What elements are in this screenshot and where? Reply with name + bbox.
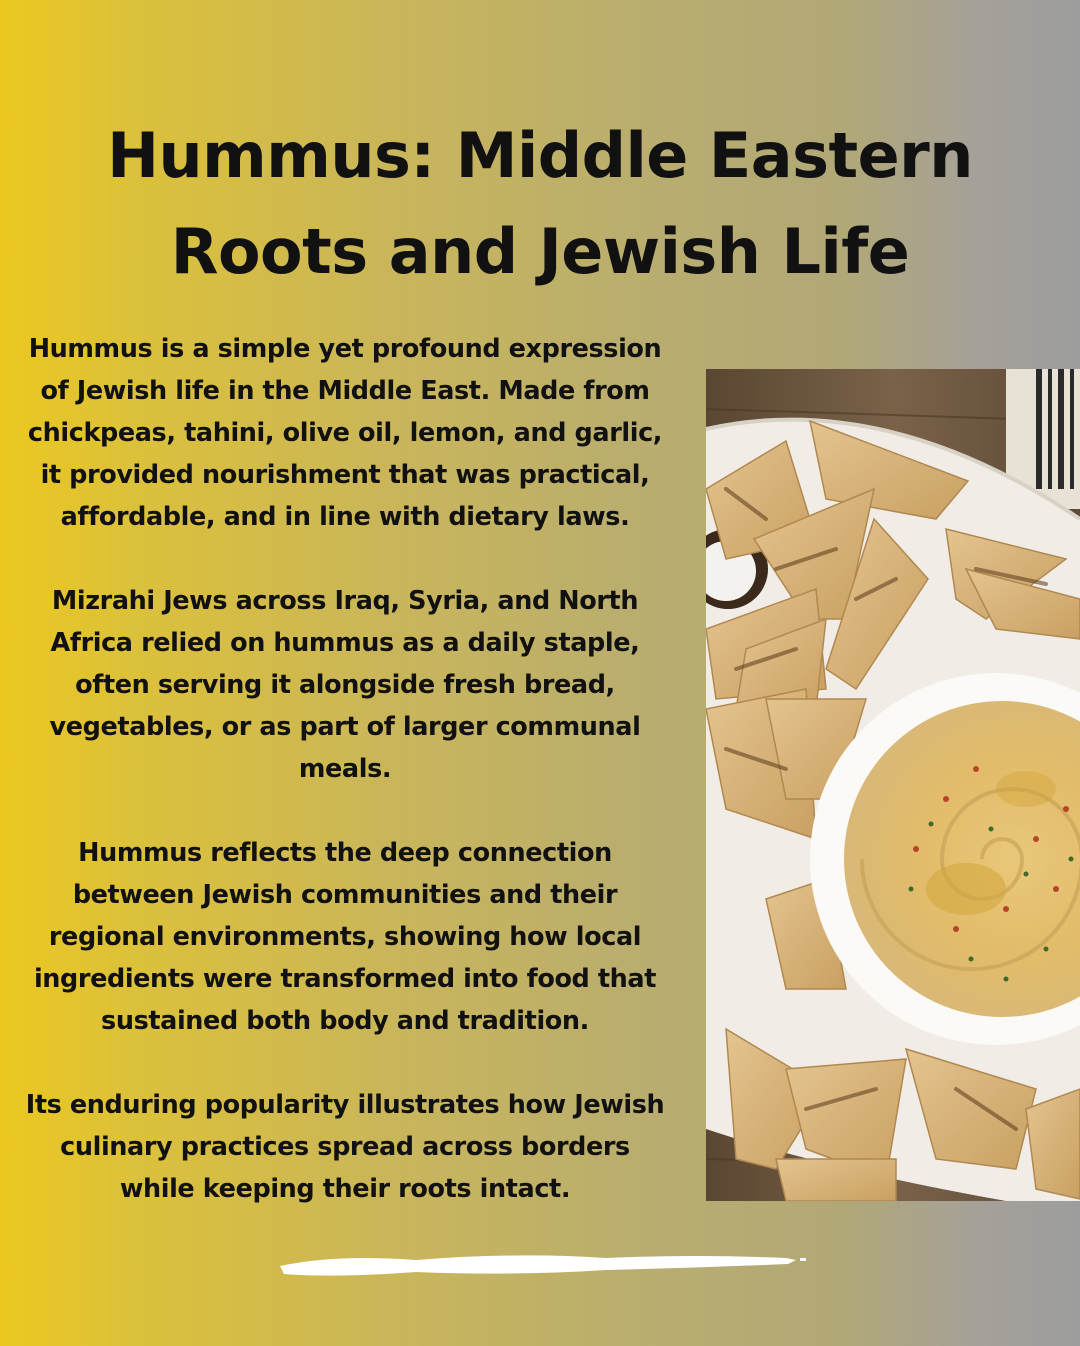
paragraph-popularity: Its enduring popularity illustrates how Jewish culinary practices spread across borders while keeping their roots intact. (25, 1090, 665, 1204)
title-line-1: Hummus: Middle Eastern (107, 119, 973, 192)
paragraph-mizrahi: Mizrahi Jews across Iraq, Syria, and North Africa relied on hummus as a daily staple, often serving it alongside fresh bread, vegetables, or as part of larger communal meals. (49, 586, 641, 784)
title-line-2: Roots and Jewish Life (170, 215, 910, 288)
brush-stroke-decoration (276, 1250, 810, 1280)
paragraph-connection: Hummus reflects the deep connection between Jewish communities and their regional environments, showing how local ingredients were transformed into food that sustained both body and tradition. (33, 838, 657, 1036)
article-body (20, 328, 670, 1210)
paragraph-intro: Hummus is a simple yet profound expression of Jewish life in the Middle East. Made from chickpeas, tahini, olive oil, lemon, and garlic, it provided nourishment that was practical, affordable, and in line with dietary laws. (27, 334, 663, 532)
page-title (0, 108, 1080, 300)
hummus-photo (706, 369, 1080, 1201)
